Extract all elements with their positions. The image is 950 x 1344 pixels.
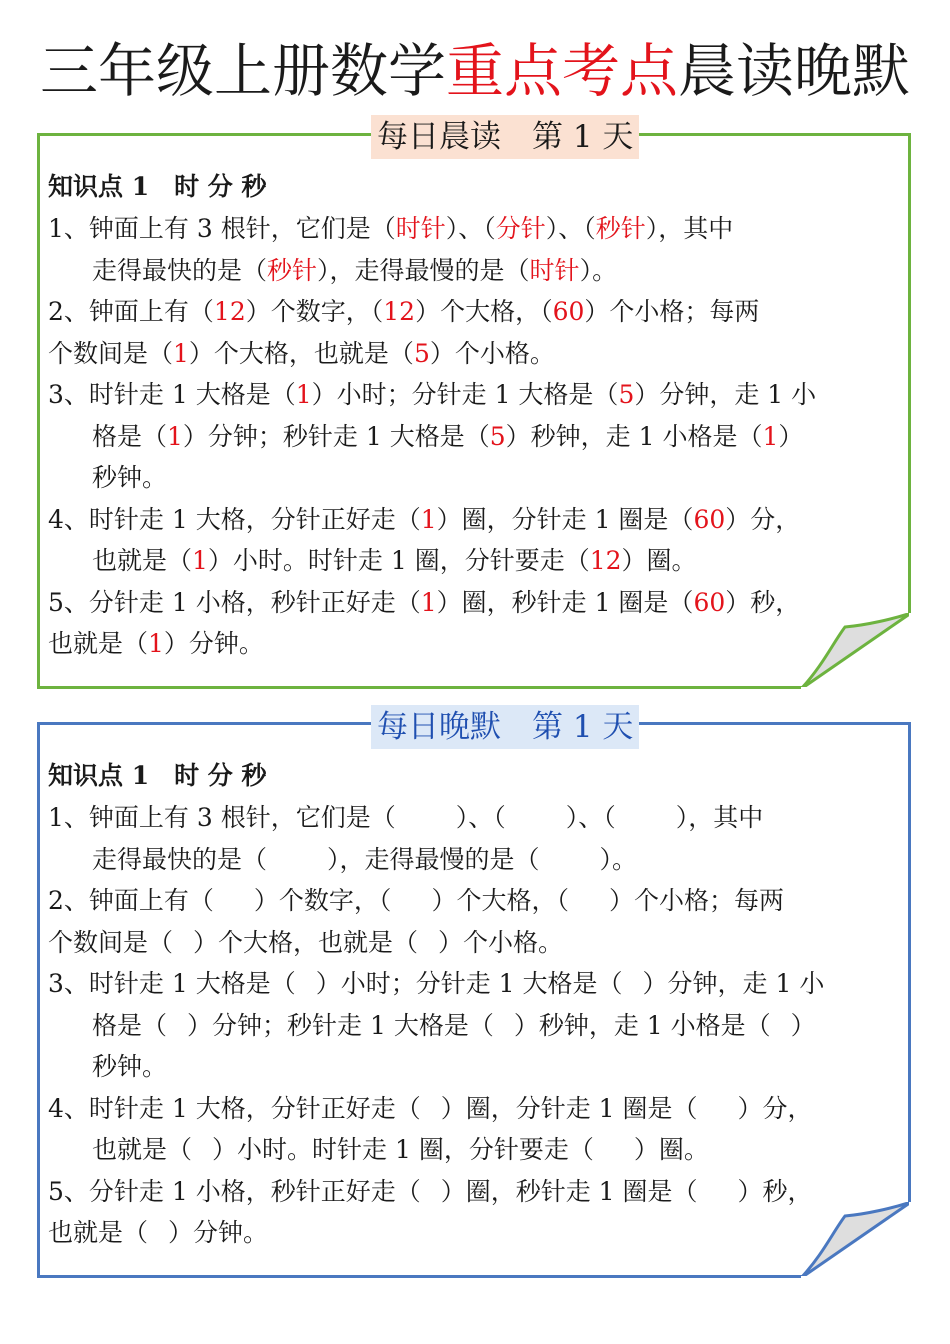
title-part3: 晨读晚默 [678, 37, 911, 105]
question-2-line-1: 2、钟面上有（ ）个数字，（ ）个大格，（ ）个小格；每两 [48, 886, 784, 915]
answer: 5 [413, 338, 430, 368]
question-2-line-2: 个数间是（ ）个大格，也就是（ ）个小格。 [48, 927, 564, 957]
evening-recitation-card [37, 709, 911, 1278]
question-3-line-3: 秒钟。 [92, 1052, 168, 1081]
answer: 12 [213, 297, 246, 326]
question-3-line-1: 3、时针走 1 大格是（ ）小时；分针走 1 大格是（ ）分钟，走 1 小 [48, 969, 825, 998]
knowledge-point-title: 知识点 1 时 分 秒 [48, 172, 267, 201]
question-4-line-2: 也就是（1）小时。时针走 1 圈，分针要走（12）圈。 [92, 546, 697, 575]
question-3-line-3: 秒钟。 [92, 463, 168, 492]
answer: 秒针 [267, 255, 318, 285]
answer: 12 [589, 546, 622, 575]
question-5-line-1: 5、分针走 1 小格，秒针正好走（1）圈，秒针走 1 圈是（60）秒， [48, 587, 801, 617]
answer: 5 [618, 380, 635, 409]
answer: 1 [148, 629, 164, 658]
answer: 1 [192, 546, 208, 575]
question-5-line-2: 也就是（1）分钟。 [48, 629, 264, 658]
morning-reading-card [37, 119, 911, 689]
morning-content [48, 166, 912, 665]
question-2-line-2: 个数间是（1）个大格，也就是（5）个小格。 [48, 338, 555, 368]
question-3-line-1: 3、时针走 1 大格是（1）小时；分针走 1 大格是（5）分钟，走 1 小 [48, 380, 817, 409]
evening-content [48, 755, 912, 1254]
answer: 1 [762, 421, 779, 451]
question-1-line-1: 1、钟面上有 3 根针，它们是（ ）、（ ）、（ ），其中 [48, 803, 764, 832]
answer: 60 [693, 587, 726, 617]
title-part1: 三年级上册数学 [39, 37, 446, 105]
question-5-line-1: 5、分针走 1 小格，秒针正好走（ ）圈，秒针走 1 圈是（ ）秒， [48, 1176, 813, 1206]
answer: 12 [383, 297, 416, 326]
answer: 1 [420, 504, 437, 534]
question-5-line-2: 也就是（ ）分钟。 [48, 1218, 269, 1247]
answer: 60 [693, 504, 726, 534]
question-1-line-2: 走得最快的是（秒针），走得最慢的是（时针）。 [92, 255, 618, 285]
answer: 时针 [529, 255, 580, 285]
morning-label: 每日晨读 第 1 天 [371, 115, 639, 159]
question-4-line-2: 也就是（ ）小时。时针走 1 圈，分针要走（ ）圈。 [92, 1135, 709, 1164]
question-3-line-2: 格是（1）分钟；秒针走 1 大格是（5）秒钟，走 1 小格是（1） [92, 421, 804, 451]
question-1-line-2: 走得最快的是（ ），走得最慢的是（ ）。 [92, 844, 638, 874]
question-4-line-1: 4、时针走 1 大格，分针正好走（1）圈，分针走 1 圈是（60）分， [48, 504, 801, 534]
answer: 5 [489, 421, 506, 451]
answer: 1 [295, 380, 312, 409]
answer: 60 [552, 297, 585, 326]
answer: 1 [173, 338, 189, 368]
knowledge-point-title: 知识点 1 时 分 秒 [48, 761, 267, 790]
question-2-line-1: 2、钟面上有（12）个数字，（12）个大格，（60）个小格；每两 [48, 297, 760, 326]
answer: 时针 [395, 214, 446, 243]
answer: 分针 [495, 214, 546, 243]
question-4-line-1: 4、时针走 1 大格，分针正好走（ ）圈，分针走 1 圈是（ ）分， [48, 1093, 813, 1123]
page-title [0, 36, 950, 106]
title-highlight: 重点考点 [445, 37, 678, 105]
evening-label: 每日晚默 第 1 天 [371, 705, 639, 749]
answer: 秒针 [595, 214, 646, 243]
answer: 1 [420, 587, 437, 617]
answer: 1 [167, 421, 183, 451]
question-1-line-1: 1、钟面上有 3 根针，它们是（时针）、（分针）、（秒针），其中 [48, 214, 734, 243]
question-3-line-2: 格是（ ）分钟；秒针走 1 大格是（ ）秒钟，走 1 小格是（ ） [92, 1010, 816, 1040]
